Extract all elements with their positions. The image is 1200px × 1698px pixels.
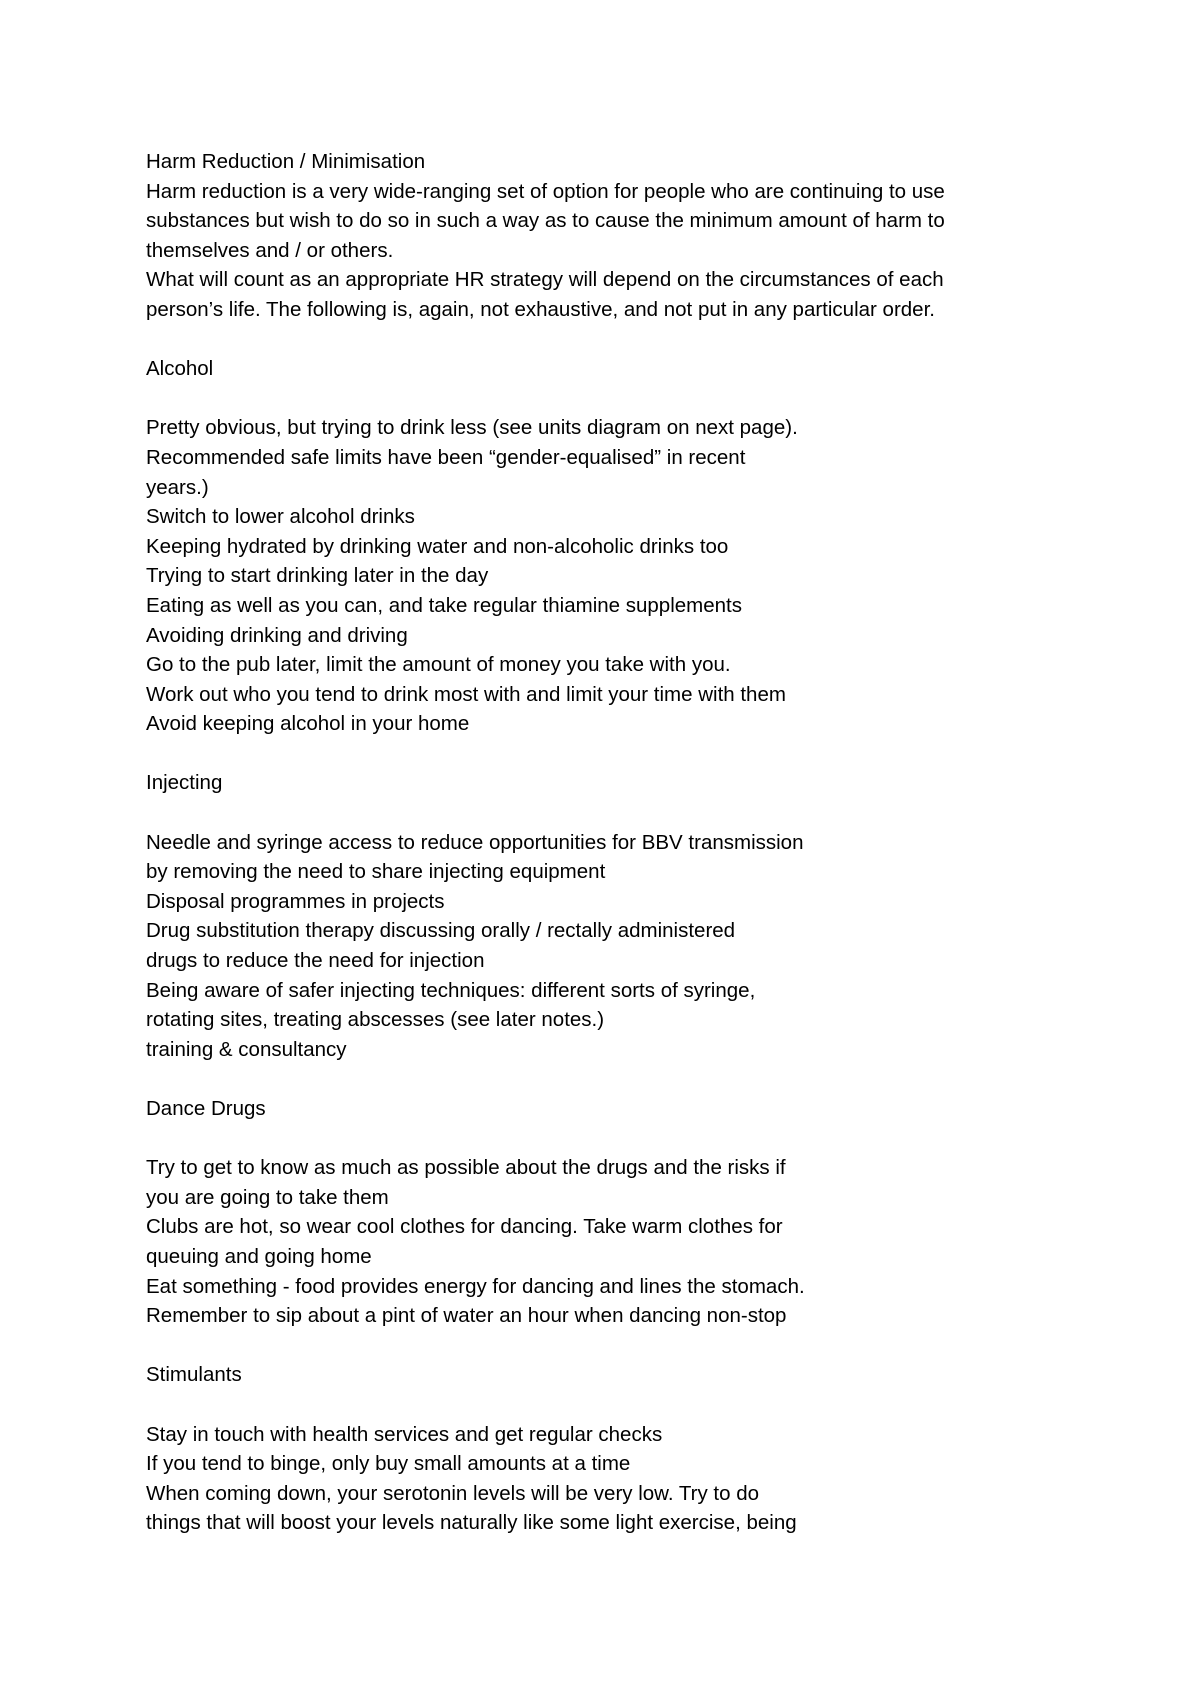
spacer bbox=[146, 739, 1106, 769]
spacer bbox=[146, 1390, 1106, 1420]
injecting-line: Drug substitution therapy discussing orally / rectally administered bbox=[146, 919, 736, 943]
dance-drugs-line: Try to get to know as much as possible about the drugs and the risks if bbox=[146, 1156, 786, 1180]
dance-drugs-line: Clubs are hot, so wear cool clothes for dancing. Take warm clothes for bbox=[146, 1215, 783, 1239]
section-heading-dance-drugs: Dance Drugs bbox=[146, 1097, 266, 1120]
stimulants-line: Stay in touch with health services and get regular checks bbox=[146, 1422, 663, 1446]
spacer bbox=[146, 1331, 1106, 1361]
intro-line: themselves and / or others. bbox=[146, 238, 394, 262]
alcohol-line: Keeping hydrated by drinking water and non-alcoholic drinks too bbox=[146, 534, 729, 558]
injecting-line: Needle and syringe access to reduce opportunities for BBV transmission bbox=[146, 830, 804, 854]
alcohol-line: Trying to start drinking later in the day bbox=[146, 564, 489, 588]
injecting-line: Disposal programmes in projects bbox=[146, 889, 445, 913]
injecting-line: Being aware of safer injecting techniques: different sorts of syringe, bbox=[146, 978, 756, 1002]
stimulants-line: If you tend to binge, only buy small amounts at a time bbox=[146, 1452, 631, 1476]
alcohol-line: Switch to lower alcohol drinks bbox=[146, 505, 415, 529]
intro-line: Harm reduction is a very wide-ranging set of option for people who are continuing to use bbox=[146, 179, 945, 203]
section-heading-injecting: Injecting bbox=[146, 771, 223, 795]
spacer bbox=[146, 325, 1106, 355]
alcohol-line: Go to the pub later, limit the amount of money you take with you. bbox=[146, 653, 731, 677]
alcohol-line: Avoiding drinking and driving bbox=[146, 623, 408, 647]
alcohol-line: Avoid keeping alcohol in your home bbox=[146, 712, 470, 736]
alcohol-line: Eating as well as you can, and take regular thiamine supplements bbox=[146, 593, 742, 617]
alcohol-line: years.) bbox=[146, 475, 209, 499]
intro-line: What will count as an appropriate HR strategy will depend on the circumstances of each bbox=[146, 268, 944, 292]
section-heading-alcohol: Alcohol bbox=[146, 357, 214, 381]
injecting-line: rotating sites, treating abscesses (see later notes.) bbox=[146, 1008, 605, 1032]
dance-drugs-line: Eat something - food provides energy for dancing and lines the stomach. bbox=[146, 1274, 805, 1298]
dance-drugs-line: Remember to sip about a pint of water an hour when dancing non-stop bbox=[146, 1304, 787, 1328]
dance-drugs-line: queuing and going home bbox=[146, 1244, 372, 1268]
injecting-line: training & consultancy bbox=[146, 1037, 347, 1061]
spacer bbox=[146, 1064, 1106, 1094]
alcohol-line: Recommended safe limits have been “gender-equalised” in recent bbox=[146, 445, 746, 469]
document-body bbox=[146, 147, 1106, 1538]
intro-line: person’s life. The following is, again, not exhaustive, and not put in any particular order. bbox=[146, 297, 935, 321]
injecting-line: drugs to reduce the need for injection bbox=[146, 949, 485, 973]
stimulants-line: things that will boost your levels naturally like some light exercise, being bbox=[146, 1511, 797, 1535]
spacer bbox=[146, 384, 1106, 414]
stimulants-line: When coming down, your serotonin levels will be very low. Try to do bbox=[146, 1481, 759, 1505]
intro-line: substances but wish to do so in such a way as to cause the minimum amount of harm to bbox=[146, 209, 945, 233]
spacer bbox=[146, 798, 1106, 828]
spacer bbox=[146, 1124, 1106, 1154]
section-heading-stimulants: Stimulants bbox=[146, 1363, 242, 1387]
document-title: Harm Reduction / Minimisation bbox=[146, 150, 426, 173]
alcohol-line: Pretty obvious, but trying to drink less (see units diagram on next page). bbox=[146, 416, 798, 440]
alcohol-line: Work out who you tend to drink most with and limit your time with them bbox=[146, 682, 786, 706]
dance-drugs-line: you are going to take them bbox=[146, 1185, 389, 1209]
injecting-line: by removing the need to share injecting equipment bbox=[146, 860, 606, 884]
